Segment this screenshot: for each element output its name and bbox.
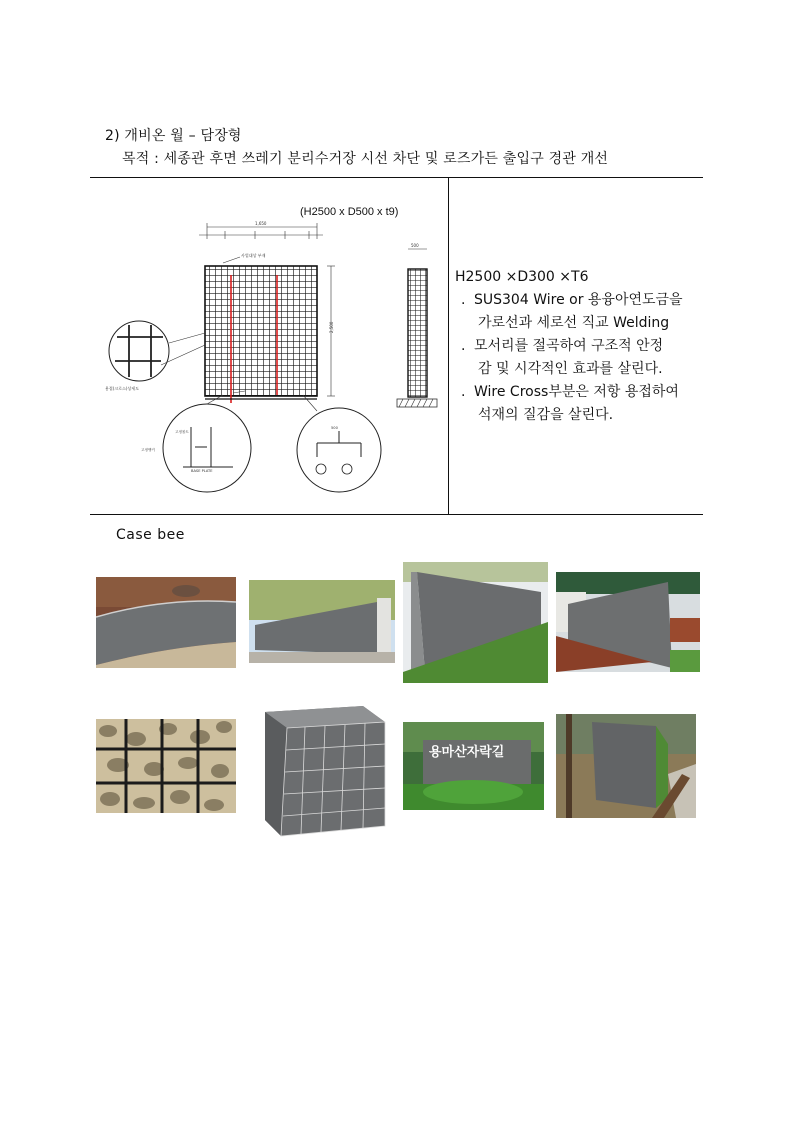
svg-text:BASE PLATE: BASE PLATE — [191, 469, 213, 473]
spec-item-1-line-2: 가로선과 세로선 직교 Welding — [478, 315, 670, 331]
spec-item-3-line-1: . Wire Cross부분은 저항 용접하여 — [461, 384, 679, 400]
spec-size: H2500 ×D300 ×T6 — [455, 269, 589, 285]
spec-item-2-line-2: 감 및 시각적인 효과를 살린다. — [478, 361, 663, 377]
svg-text:2,500: 2,500 — [329, 321, 334, 333]
case-label: Case bee — [116, 527, 185, 543]
svg-text:500: 500 — [331, 426, 338, 430]
table-top-rule — [90, 177, 703, 178]
svg-text:고정볼트: 고정볼트 — [175, 430, 189, 434]
gabion-technical-drawing — [95, 215, 445, 510]
spec-item-1-line-1: . SUS304 Wire or 용융아연도금을 — [461, 292, 683, 308]
photo-gabion-building-wall — [556, 572, 700, 672]
svg-text:1,650: 1,650 — [255, 221, 267, 226]
svg-text:고정앵커: 고정앵커 — [141, 448, 155, 452]
photo-gabion-cage-product — [259, 702, 391, 838]
section-heading: 2) 개비온 월 – 담장형 — [105, 128, 242, 144]
photo-gabion-stone-closeup — [96, 719, 236, 813]
svg-text:500: 500 — [411, 243, 419, 248]
photo-gabion-long-wall — [249, 580, 395, 663]
photo-gabion-wall-slope — [403, 562, 548, 683]
spec-item-3-line-2: 석재의 질감을 살린다. — [478, 407, 614, 423]
sign-text: 용마산자락길 — [429, 745, 505, 760]
svg-text:용접(크로스)상세도: 용접(크로스)상세도 — [105, 386, 140, 391]
photo-gabion-curved-garden — [96, 577, 236, 668]
photo-gabion-sign-forest — [403, 722, 544, 810]
drawing-spec-label: (H2500 x D500 x t9) — [300, 206, 399, 218]
spec-panel — [455, 266, 705, 427]
table-divider — [448, 177, 449, 515]
svg-text:사업대상 부재: 사업대상 부재 — [241, 253, 266, 258]
purpose-text: 목적 : 세종관 후면 쓰레기 분리수거장 시선 차단 및 로즈가든 출입구 경관 개선 — [122, 151, 609, 167]
spec-item-2-line-1: . 모서리를 절곡하여 구조적 안정 — [461, 338, 664, 354]
photo-gabion-corner-wall — [556, 714, 696, 818]
table-bottom-rule — [90, 514, 703, 515]
